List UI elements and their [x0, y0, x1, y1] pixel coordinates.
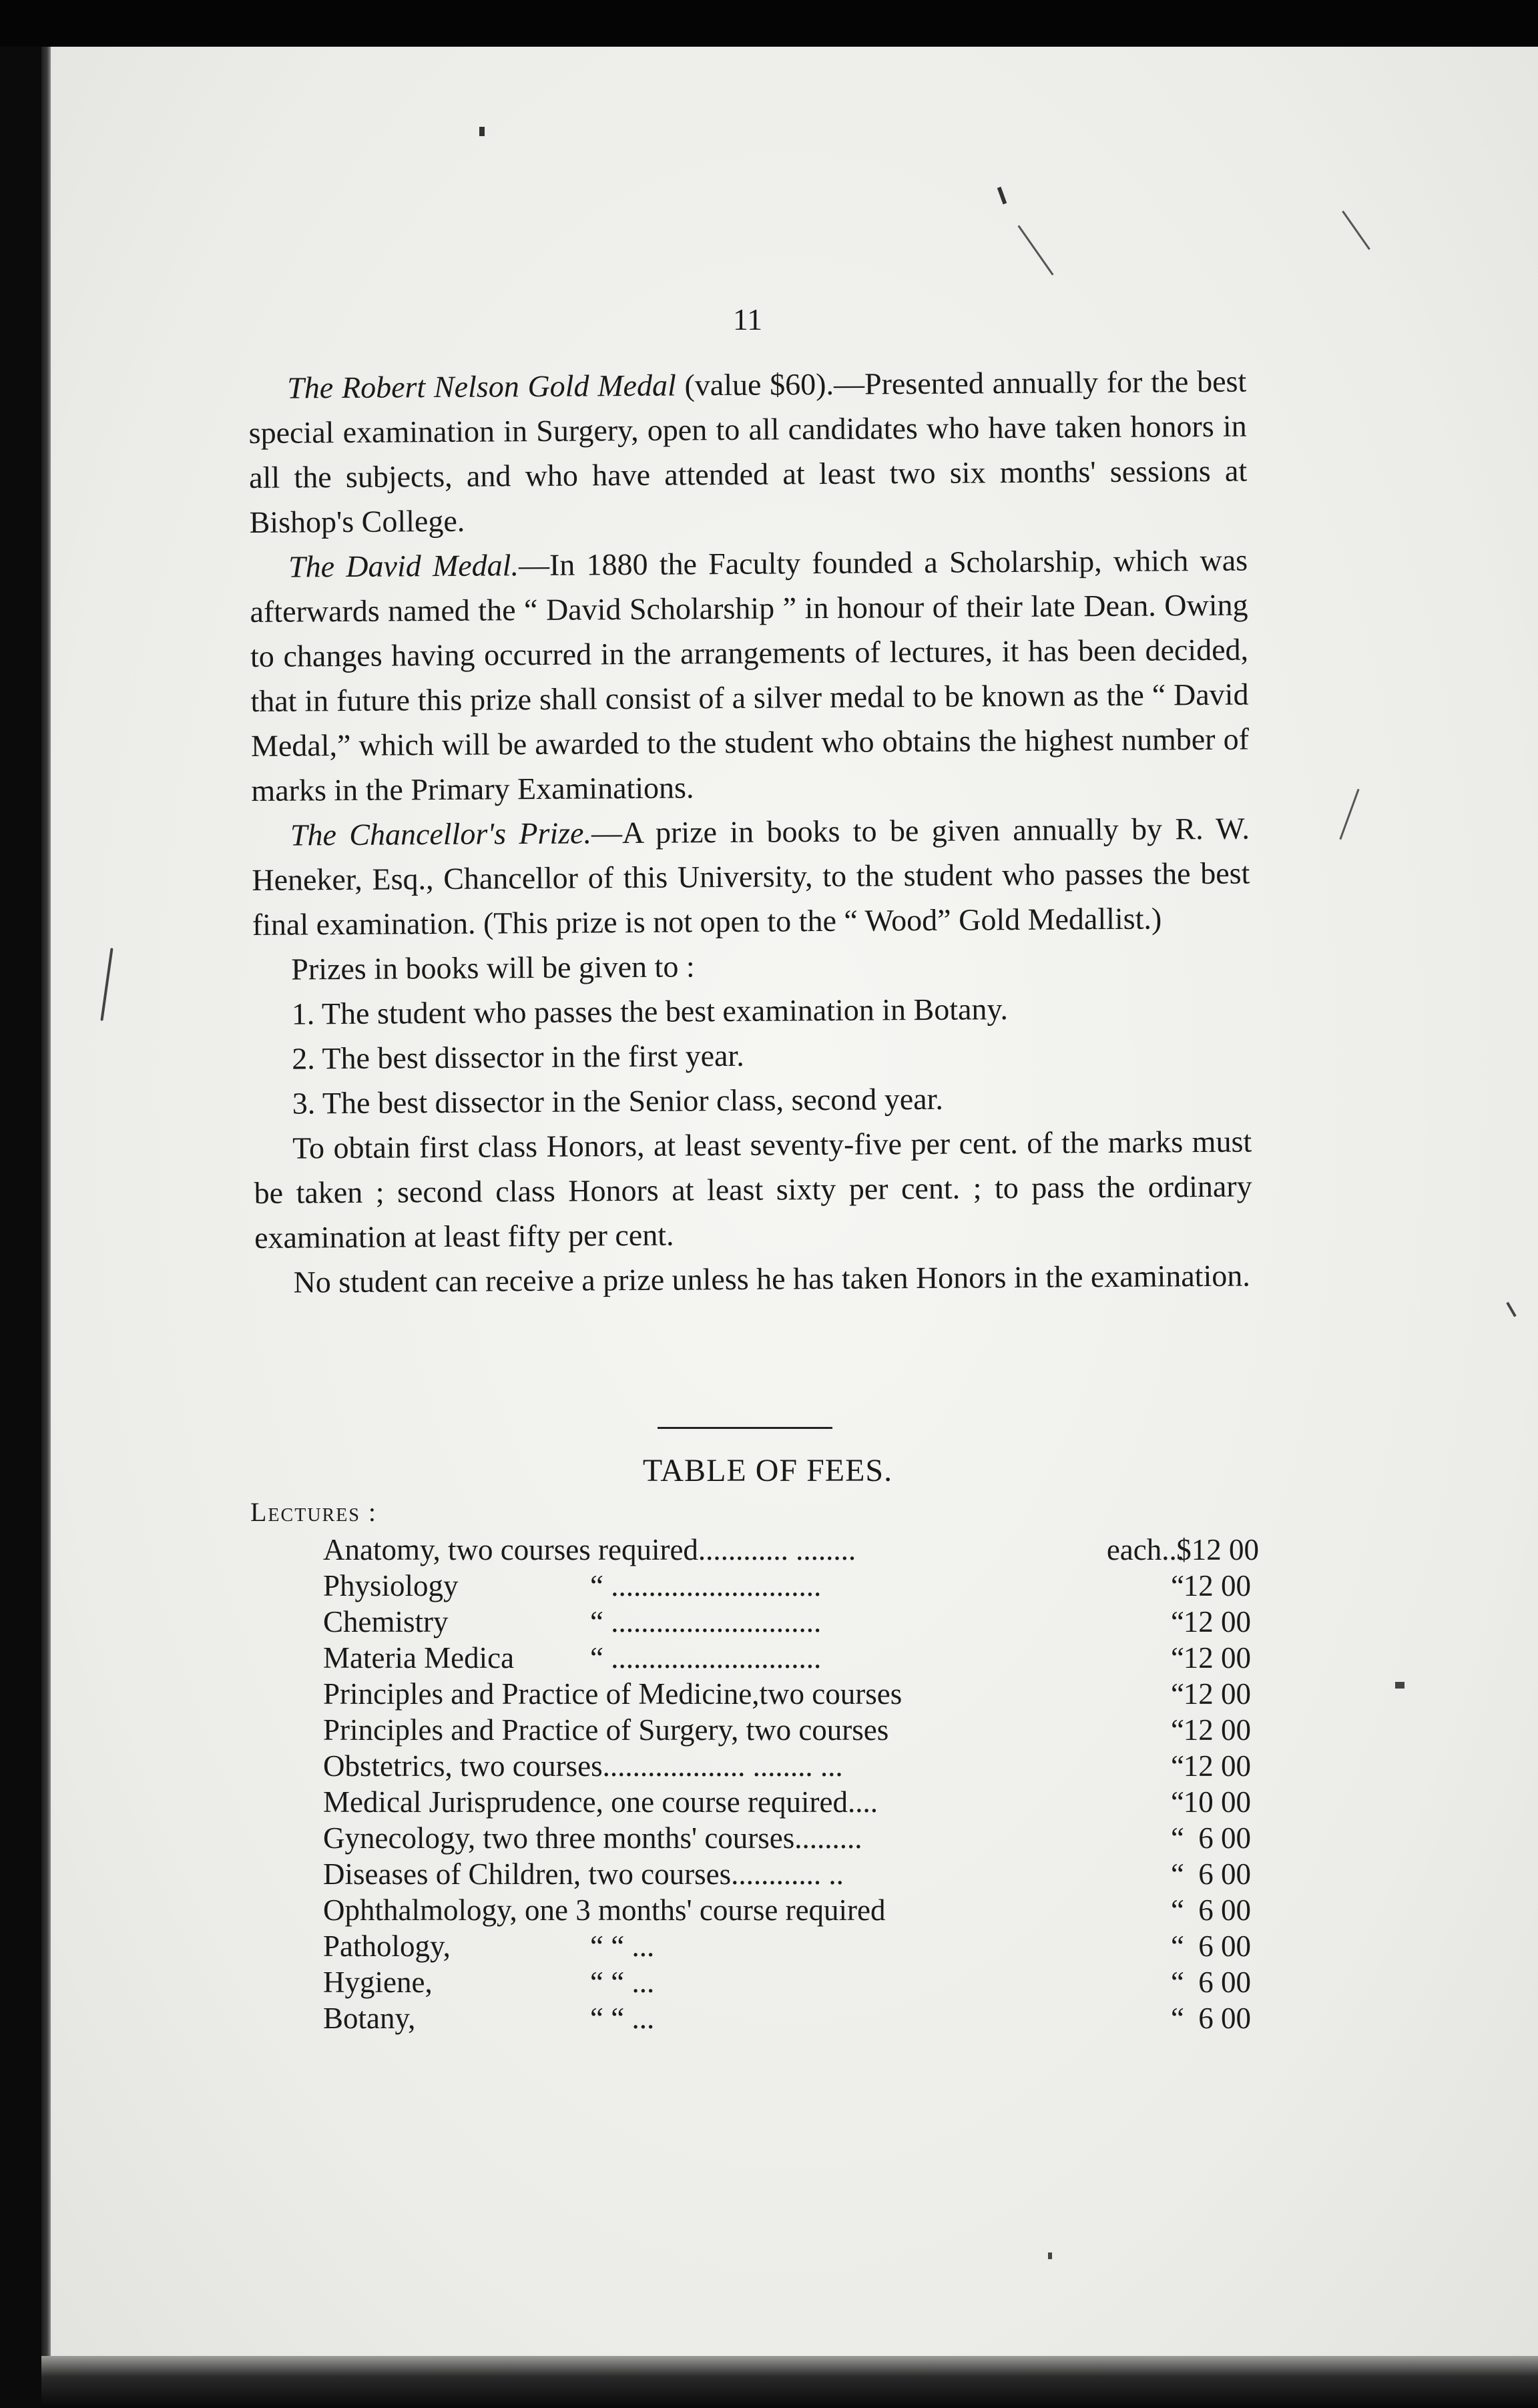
fee-ditto: “ ............................	[590, 1641, 822, 1675]
fee-course: Obstetrics, two courses................... ........ ...	[323, 1749, 843, 1783]
fee-course: Hygiene,	[323, 1966, 433, 1999]
prize-item: 1. The student who passes the best examination in Botany.	[291, 992, 1009, 1031]
fee-unit: “	[1171, 1677, 1184, 1711]
fee-course: Chemistry	[323, 1605, 449, 1638]
david-medal-title: The David Medal.	[288, 548, 519, 584]
lectures-label: Lectures :	[250, 1497, 378, 1527]
paragraph-no-prize: No student can receive a prize unless he has taken Honors in the examination.	[293, 1258, 1250, 1299]
scan-speck	[479, 127, 485, 136]
scan-speck	[1048, 2252, 1052, 2259]
fee-unit: “	[1171, 1857, 1184, 1891]
fee-unit: “	[1171, 1821, 1184, 1855]
fee-unit: “	[1171, 1605, 1184, 1638]
fee-unit: “	[1171, 1569, 1184, 1602]
scan-speck	[1395, 1682, 1404, 1689]
fee-amount: 6 00	[1198, 2002, 1251, 2035]
fee-course: Principles and Practice of Medicine,two courses	[323, 1677, 903, 1711]
fee-row	[323, 1712, 1271, 1748]
paragraph-robert-nelson-medal	[248, 359, 1248, 545]
prizes-intro: Prizes in books will be given to :	[291, 949, 695, 986]
fee-amount: 10 00	[1183, 1785, 1251, 1819]
david-medal-text: —In 1880 the Faculty founded a Scholarship, which was afterwards named the “ David Scholarship ” in honour of their late Dean. Owing to changes having occurred in the arrangements of lectures, it has been decided, that in future this prize shall consist of a silver medal to be known as the “ David Medal,” which will be awarded to the student who obtains the highest number of marks in the Primary Examinations.	[250, 543, 1250, 808]
fee-ditto: “ “ ...	[590, 1929, 655, 1963]
body-text	[248, 359, 1253, 1305]
chancellors-prize-title: The Chancellor's Prize.	[290, 816, 592, 852]
fee-course: Botany,	[323, 2002, 416, 2035]
fee-amount: 6 00	[1198, 1893, 1251, 1927]
robert-nelson-medal-text: (value $60).—Presented annually for the best special examination in Surgery, open to all candidates who have taken honors in all the subjects, and who have attended at least two six months' sessions at Bishop's College.	[248, 364, 1248, 539]
fee-amount: 6 00	[1198, 1857, 1251, 1891]
paragraph-david-medal	[250, 538, 1250, 813]
scan-border-bottom	[41, 2356, 1538, 2408]
fee-amount: 12 00	[1183, 1641, 1251, 1675]
fee-row	[323, 1892, 1271, 1928]
fee-course: Gynecology, two three months' courses.........	[323, 1821, 862, 1855]
page-number: 11	[732, 302, 763, 336]
fee-row	[323, 1568, 1271, 1604]
fee-unit: “	[1171, 1641, 1184, 1675]
fee-unit: “	[1171, 1966, 1184, 1999]
fee-amount: 12 00	[1183, 1569, 1251, 1602]
fee-amount: $12 00	[1176, 1533, 1259, 1566]
fee-unit: “	[1171, 1893, 1184, 1927]
page-binding-edge	[41, 47, 51, 2363]
paragraph-chancellors-prize	[252, 806, 1250, 947]
fee-unit: “	[1171, 1749, 1184, 1783]
fee-unit: each...	[1106, 1533, 1184, 1566]
fee-amount: 6 00	[1198, 1821, 1251, 1855]
fee-amount: 12 00	[1183, 1713, 1251, 1747]
fee-course: Physiology	[323, 1569, 459, 1602]
fee-row	[323, 1748, 1271, 1784]
fee-row	[323, 1964, 1271, 2000]
fee-row	[323, 1856, 1271, 1892]
section-divider	[658, 1427, 832, 1429]
fees-table-title: TABLE OF FEES.	[642, 1453, 893, 1488]
fee-row	[323, 1532, 1271, 1568]
fee-amount: 12 00	[1183, 1677, 1251, 1711]
fee-amount: 6 00	[1198, 1966, 1251, 1999]
fee-course: Materia Medica	[323, 1641, 515, 1675]
fee-amount: 12 00	[1183, 1749, 1251, 1783]
fee-amount: 6 00	[1198, 1929, 1251, 1963]
fee-row	[323, 1784, 1271, 1820]
fee-course: Diseases of Children, two courses............ ..	[323, 1857, 844, 1891]
fee-row	[323, 2000, 1271, 2036]
fee-course: Medical Jurisprudence, one course required....	[323, 1785, 878, 1819]
fee-row	[323, 1928, 1271, 1964]
fee-course: Anatomy, two courses required............ ........	[323, 1533, 856, 1566]
fee-amount: 12 00	[1183, 1605, 1251, 1638]
fee-course: Pathology,	[323, 1929, 451, 1963]
paragraph-honors: To obtain first class Honors, at least seventy-five per cent. of the marks must be taken ; second class Honors at least sixty per cent. ; to pass the ordinary examination at least fifty per cent.	[254, 1124, 1252, 1255]
fees-table	[323, 1532, 1271, 2036]
fee-row	[323, 1676, 1271, 1712]
robert-nelson-medal-title: The Robert Nelson Gold Medal	[287, 368, 676, 405]
fee-ditto: “ “ ...	[590, 1966, 655, 1999]
chancellors-prize-text: —A prize in books to be given annually by R. W. Heneker, Esq., Chancellor of this University, to the student who passes the best final examination. (This prize is not open to the “ Wood” Gold Medallist.)	[252, 811, 1250, 942]
fee-unit: “	[1171, 1785, 1184, 1819]
fee-row	[323, 1820, 1271, 1856]
fee-row	[323, 1640, 1271, 1676]
fee-ditto: “ ............................	[590, 1605, 822, 1638]
prize-item: 3. The best dissector in the Senior class, second year.	[292, 1081, 944, 1121]
fee-ditto: “ ............................	[590, 1569, 822, 1602]
scan-border-top	[0, 0, 1538, 47]
fee-unit: “	[1171, 1929, 1184, 1963]
prize-item: 2. The best dissector in the first year.	[292, 1038, 744, 1076]
fee-course: Ophthalmology, one 3 months' course required	[323, 1893, 886, 1927]
fee-unit: “	[1171, 2002, 1184, 2035]
fee-course: Principles and Practice of Surgery, two courses	[323, 1713, 889, 1747]
fee-unit: “	[1171, 1713, 1184, 1747]
fee-ditto: “ “ ...	[590, 2002, 655, 2035]
fee-row	[323, 1604, 1271, 1640]
